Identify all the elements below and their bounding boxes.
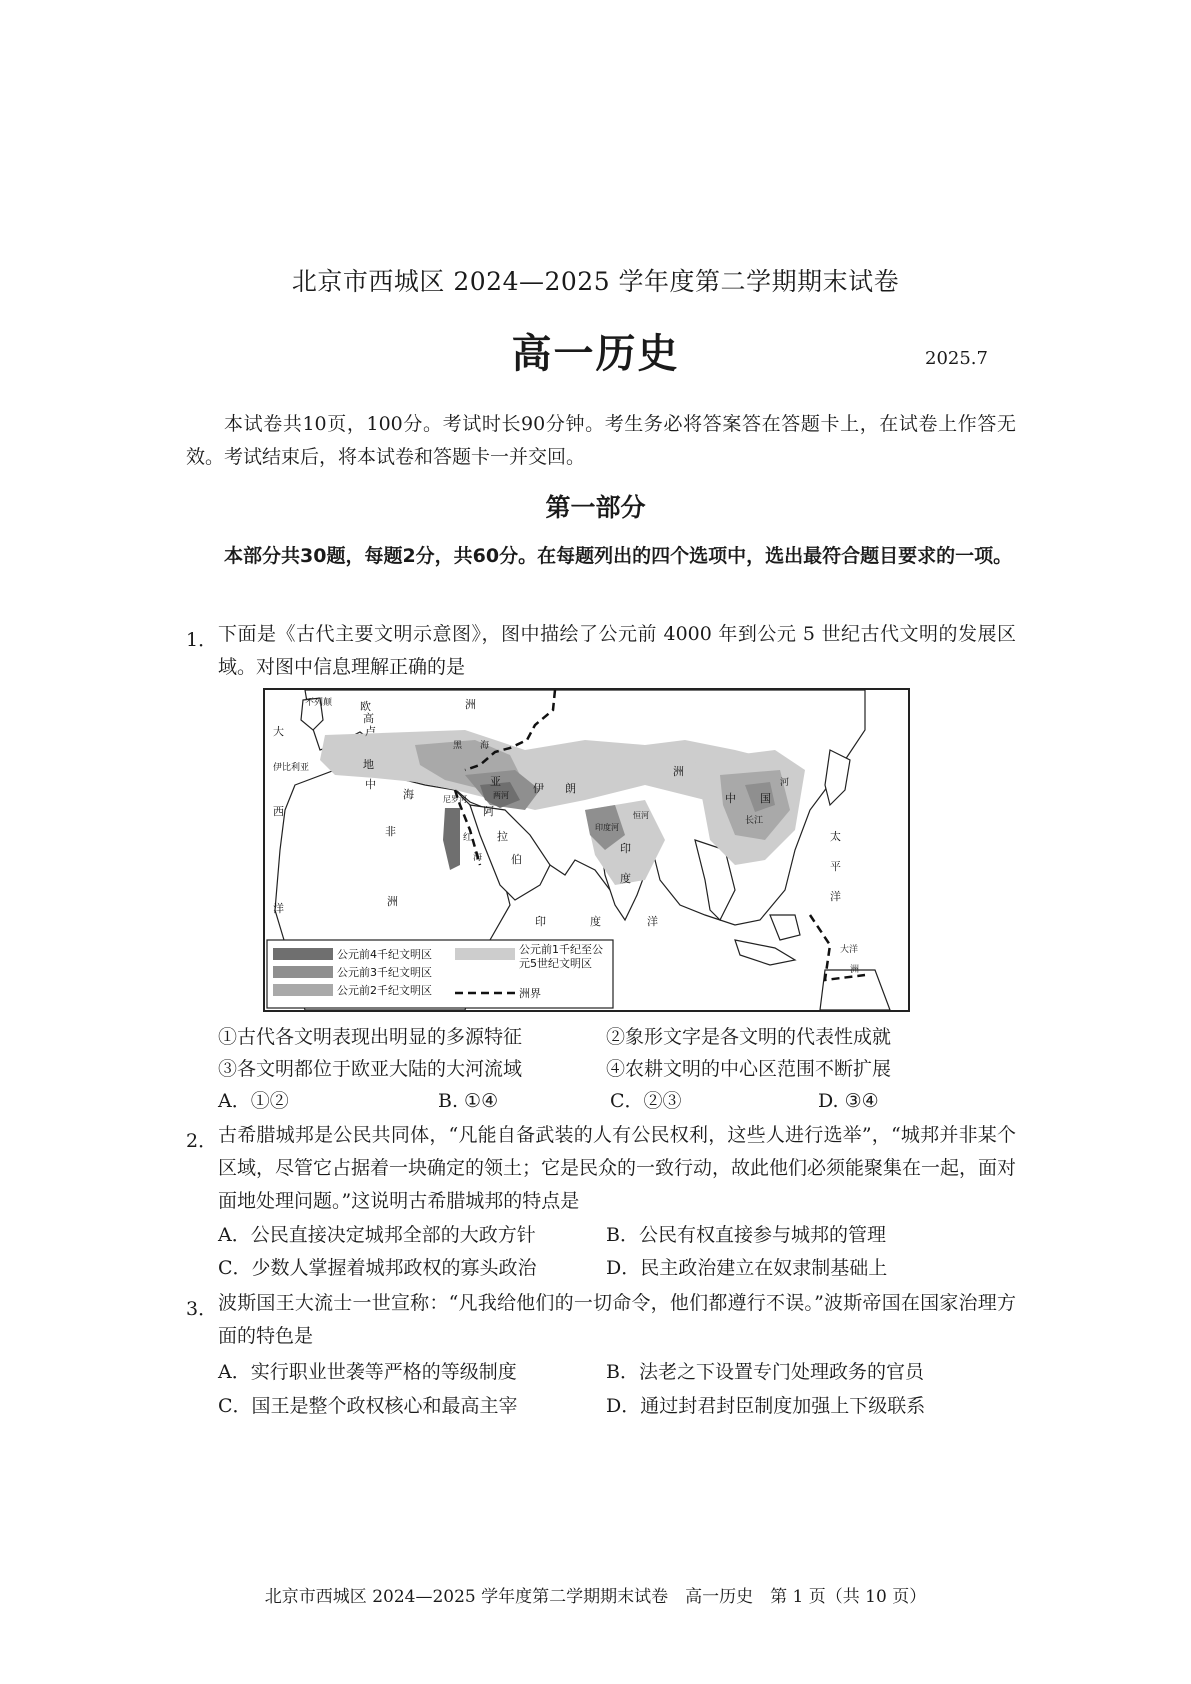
label-yangtze: 长江: [745, 816, 764, 826]
option-d: D．民主政治建立在奴隶制基础上: [606, 1257, 888, 1279]
ancient-civilizations-map: [263, 688, 910, 1012]
label-arabia-la: 拉: [497, 830, 508, 843]
question-text: 下面是《古代主要文明示意图》，图中描绘了公元前 4000 年到公元 5 世纪古代文明的发展区域。对图中信息理解正确的是: [218, 623, 1016, 678]
exam-title: 北京市西城区 2024—2025 学年度第二学期期末试卷: [291, 267, 900, 296]
exam-instructions: 本试卷共10页，100分。考试时长90分钟。考生务必将答案答在答题卡上，在试卷上作答无效。考试结束后，将本试卷和答题卡一并交回。: [186, 413, 1016, 468]
label-oceania-da: 大洋: [840, 945, 859, 955]
label-iran-yi: 伊: [533, 782, 544, 795]
label-europe-zhou: 洲: [465, 698, 476, 711]
label-atlantic-da: 大: [273, 725, 284, 738]
label-med-di: 地: [363, 758, 374, 771]
legend-swatch-bc3: [273, 966, 333, 978]
label-io-yin: 印: [535, 915, 546, 928]
label-plateau-gao: 高: [363, 712, 374, 725]
label-red-hai: 海: [473, 853, 483, 863]
option-c: C．②③: [610, 1090, 682, 1112]
question-number: 1．: [186, 629, 218, 651]
part-title: 第一部分: [545, 493, 646, 522]
legend-swatch-bc2: [273, 984, 333, 996]
map-svg: [265, 690, 908, 1010]
label-black-sea: 黑: [453, 741, 463, 751]
statement-3: ③各文明都位于欧亚大陆的大河流域: [218, 1058, 523, 1080]
option-d: D．通过封君封臣制度加强上下级联系: [606, 1395, 926, 1417]
label-arabia-bo: 伯: [511, 853, 522, 866]
label-asia-ya: 亚: [490, 775, 501, 788]
label-asia-zhou: 洲: [673, 765, 684, 778]
legend-label-bc3: 公元前3千纪文明区: [337, 966, 432, 979]
statement-2: ②象形文字是各文明的代表性成就: [606, 1026, 892, 1048]
question-text: 古希腊城邦是公民共同体，“凡能自备武装的人有公民权利，这些人进行选举”，“城邦并非某个区域，尽管它占据着一块确定的领土；它是民众的一致行动，故此他们必须能聚集在一起，面对面地处理问题。”这说明古希腊城邦的特点是: [218, 1124, 1017, 1212]
label-red-hong: 红: [463, 833, 473, 843]
label-pac-ping: 平: [830, 860, 841, 873]
legend-label-bc4: 公元前4千纪文明区: [337, 948, 432, 961]
label-atlantic-xi: 西: [273, 805, 284, 818]
label-io-yang: 洋: [647, 915, 658, 928]
page-footer: 北京市西城区 2024—2025 学年度第二学期期末试卷 高一历史 第 1 页（共 10 页）: [264, 1587, 927, 1607]
label-india-yin: 印: [620, 842, 631, 855]
exam-date: 2025.7: [925, 348, 988, 369]
legend-swatch-bc4: [273, 948, 333, 960]
label-atlantic-yang: 洋: [273, 902, 284, 915]
label-plateau-lu: 卢: [365, 725, 376, 738]
label-med-hai: 海: [403, 788, 414, 801]
statement-4: ④农耕文明的中心区范围不断扩展: [606, 1058, 892, 1080]
option-c: C．国王是整个政权核心和最高主宰: [218, 1395, 518, 1417]
statement-1: ①古代各文明表现出明显的多源特征: [218, 1026, 523, 1048]
subject-title: 高一历史: [511, 331, 680, 377]
option-b: B. ①④: [438, 1090, 499, 1112]
label-iran-lang: 朗: [565, 782, 576, 795]
question-number: 3．: [186, 1298, 218, 1320]
option-a: A．①②: [218, 1090, 289, 1112]
label-china-zhong: 中: [725, 792, 736, 805]
label-arabia-a: 阿: [483, 805, 494, 818]
label-med-zhong: 中: [365, 778, 376, 791]
part-description: 本部分共30题，每题2分，共60分。在每题列出的四个选项中，选出最符合题目要求的一项。: [224, 545, 1013, 567]
label-black-sea2: 海: [480, 741, 490, 751]
label-china-guo: 国: [760, 792, 771, 805]
option-d: D. ③④: [818, 1090, 879, 1112]
legend-label-boundary: 洲界: [519, 987, 541, 1000]
option-c: C．少数人掌握着城邦政权的寡头政治: [218, 1257, 537, 1279]
label-oceania-zhou: 洲: [850, 965, 860, 975]
label-europe-ou: 欧: [360, 700, 371, 713]
label-io-du: 度: [590, 915, 601, 928]
option-a: A．公民直接决定城邦全部的大政方针: [218, 1224, 536, 1246]
question-number: 2．: [186, 1130, 218, 1152]
label-ganges: 恒河: [633, 811, 649, 820]
label-india-du: 度: [620, 872, 631, 885]
legend-label-bc1: 公元前1千纪至公元5世纪文明区: [519, 943, 603, 970]
legend-label-bc2: 公元前2千纪文明区: [337, 984, 432, 997]
option-b: B．公民有权直接参与城邦的管理: [606, 1224, 886, 1246]
map-legend: [267, 940, 613, 1008]
legend-label-bc1-wrap: [519, 943, 611, 983]
legend-swatch-bc1: [455, 948, 515, 960]
question-text: 波斯国王大流士一世宣称：“凡我给他们的一切命令，他们都遵行不误。”波斯帝国在国家治理方面的特色是: [218, 1292, 1016, 1347]
option-b: B．法老之下设置专门处理政务的官员: [606, 1361, 924, 1383]
label-britain: 不列颠: [305, 698, 333, 708]
label-yellow-river: 河: [780, 778, 790, 788]
label-nile: 尼罗河: [443, 795, 467, 804]
label-tigris: 两河: [493, 791, 509, 800]
label-africa-zhou: 洲: [387, 895, 398, 908]
label-pac-yang: 洋: [830, 890, 841, 903]
label-pac-tai: 太: [830, 830, 841, 843]
label-indus: 印度河: [595, 823, 619, 832]
label-africa-fei: 非: [385, 825, 396, 838]
label-iberia: 伊比利亚: [273, 763, 310, 773]
option-a: A．实行职业世袭等严格的等级制度: [218, 1361, 517, 1383]
